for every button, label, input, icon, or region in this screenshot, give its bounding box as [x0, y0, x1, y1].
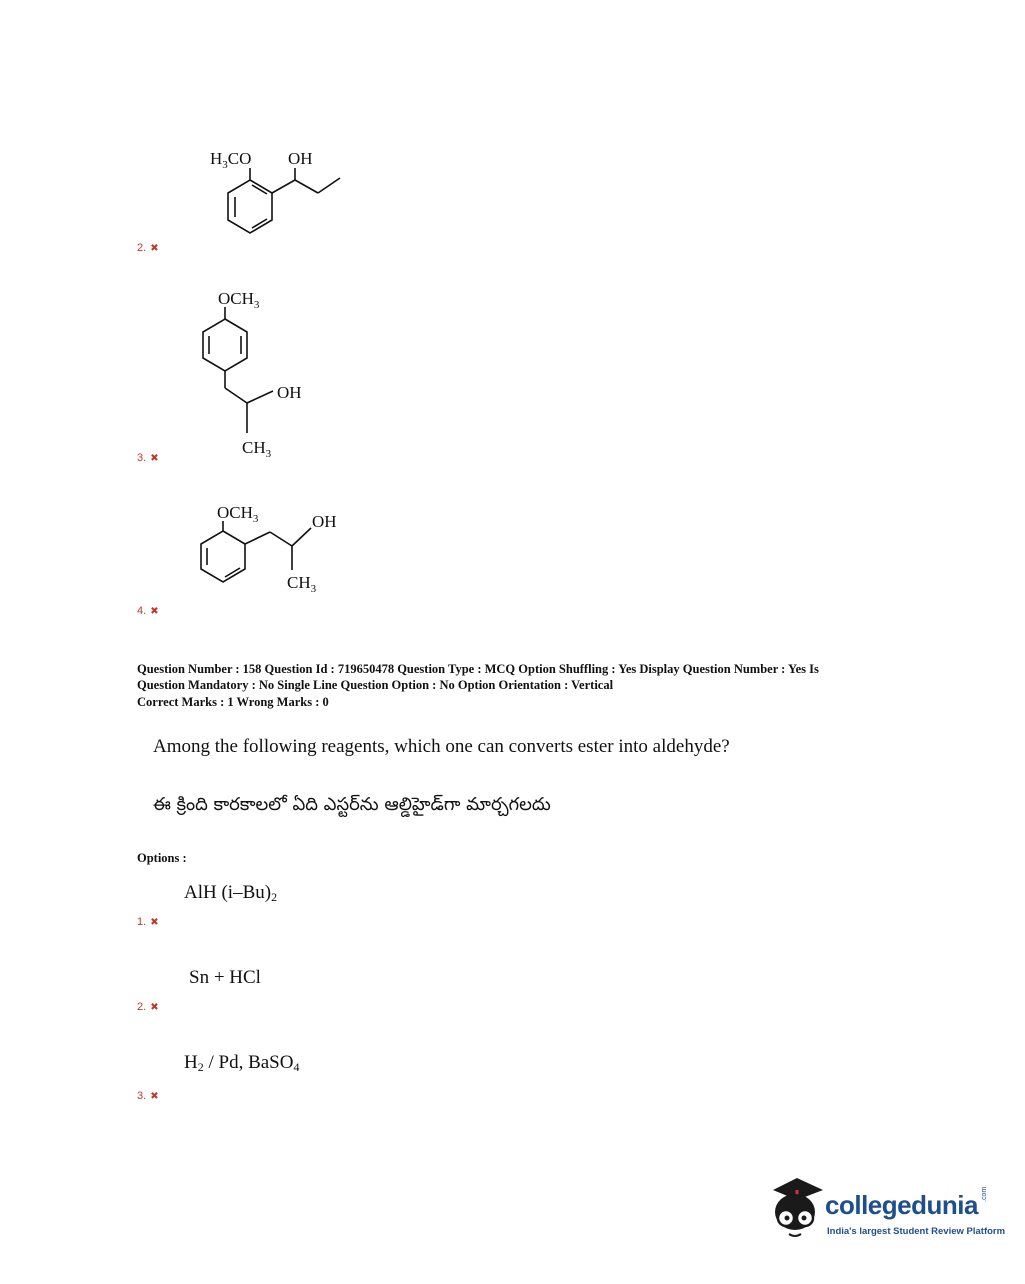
cross-icon: ✖ [150, 1091, 159, 1102]
question-text-telugu: ఈ క్రింది కారకాలలో ఏది ఎస్టర్‌ను ఆల్డిహైడ్‌గా మార్చగలదు [153, 794, 551, 815]
logo-name: collegedunia [825, 1190, 978, 1220]
option-number: 2. ✖ [137, 242, 159, 254]
option-2-text: Sn + HCl [189, 967, 261, 988]
cross-icon: ✖ [150, 243, 159, 254]
label-h3co: $H_3CO$ [210, 149, 252, 171]
mascot-icon [765, 1176, 825, 1246]
option-number: 3. ✖ [137, 1090, 159, 1102]
logo-tagline: India's largest Student Review Platform [827, 1226, 1006, 1237]
label-oh: OH [277, 383, 302, 402]
structure-option-2 [195, 140, 365, 250]
option-number: 1. ✖ [137, 916, 159, 928]
option-3-text: $H_2$ / Pd, BaSO$_4$ [184, 1052, 300, 1074]
label-ch3: $CH_3$ [287, 573, 317, 595]
label-oh: OH [312, 512, 337, 531]
structure-option-4 [195, 498, 365, 598]
option-number: 3. ✖ [137, 452, 159, 464]
meta-line-3: Correct Marks : 1 Wrong Marks : 0 [137, 695, 329, 709]
question-meta [137, 661, 897, 710]
options-label: Options : [137, 851, 187, 865]
cross-icon: ✖ [150, 453, 159, 464]
cross-icon: ✖ [150, 606, 159, 617]
option-number: 4. ✖ [137, 605, 159, 617]
structure-option-3 [195, 283, 345, 463]
cross-icon: ✖ [150, 1002, 159, 1013]
meta-line-1: Question Number : 158 Question Id : 719650478 Question Type : MCQ Option Shuffling : Yes Display Question Number : Yes Is [137, 662, 819, 676]
cross-icon: ✖ [150, 917, 159, 928]
option-1-text: AlH $(i-Bu)_2$ [184, 882, 278, 904]
meta-line-2: Question Mandatory : No Single Line Question Option : No Option Orientation : Vertical [137, 678, 614, 692]
label-oh: OH [288, 149, 313, 168]
option-number: 2. ✖ [137, 1001, 159, 1013]
label-ch3: $CH_3$ [242, 438, 272, 460]
question-text-english: Among the following reagents, which one can converts ester into aldehyde? [153, 736, 730, 757]
label-och3: $OCH_3$ [217, 503, 259, 525]
collegedunia-logo [765, 1176, 1006, 1246]
label-och3: $OCH_3$ [218, 289, 260, 311]
logo-dotcom: .com [981, 1186, 988, 1202]
